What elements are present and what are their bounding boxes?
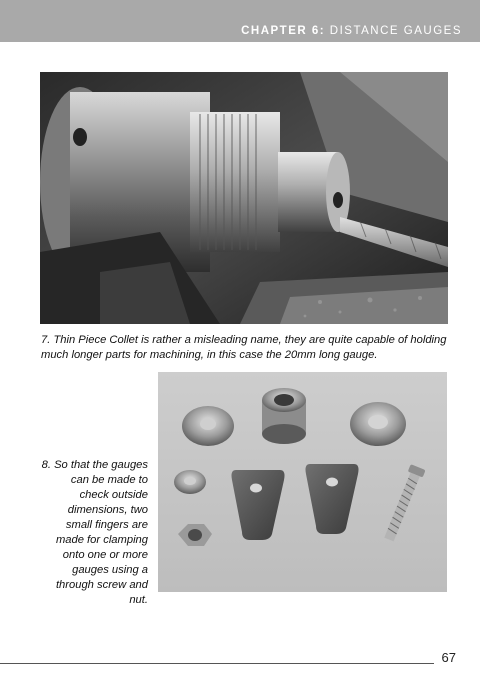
page-number: 67 [441, 650, 456, 665]
chapter-heading [241, 25, 462, 37]
gauge-parts-image [158, 372, 447, 592]
photo-gauge-fingers-parts [158, 372, 447, 592]
collet-lathe-image [40, 72, 448, 324]
footer-rule [0, 663, 434, 664]
figure-7-caption: 7. Thin Piece Collet is rather a misleading name, they are quite capable of holding much longer parts for machining, in this case the 20mm long gauge. [41, 334, 447, 361]
chapter-number: CHAPTER 6: [241, 25, 326, 37]
chapter-header-band [0, 0, 480, 42]
chapter-title: DISTANCE GAUGES [329, 25, 462, 37]
photo-thin-piece-collet [40, 72, 448, 324]
figure-8-caption: 8. So that the gauges can be made to check outside dimensions, two small fingers are made for clamping onto one or more gauges using a through screw and nut. [41, 459, 148, 606]
